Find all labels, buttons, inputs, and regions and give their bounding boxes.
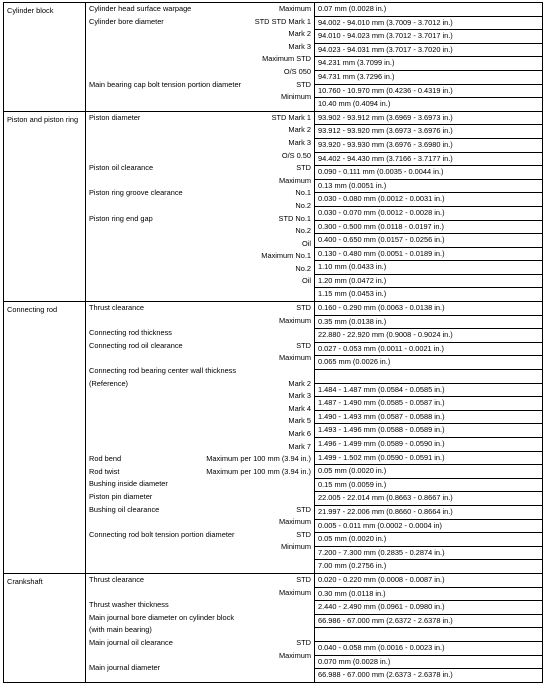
item-condition: Maximum <box>278 650 311 660</box>
spec-value <box>315 139 542 153</box>
spec-value-text: 0.15 mm (0.0059 in.) <box>318 479 387 489</box>
item-line <box>86 504 314 517</box>
item-label: Thrust clearance <box>89 303 145 313</box>
item-line <box>86 315 314 328</box>
spec-value <box>315 547 542 561</box>
item-line <box>86 529 314 542</box>
item-condition: STD STD Mark 1 <box>254 16 311 26</box>
spec-value-text: 22.005 - 22.014 mm (0.8663 - 0.8667 in.) <box>318 493 453 503</box>
item-label: Connecting rod thickness <box>89 328 172 338</box>
spec-value-text: 22.880 - 22.920 mm (0.9008 - 0.9024 in.) <box>318 330 453 340</box>
item-line <box>86 263 314 276</box>
spec-value-text: 0.35 mm (0.0138 in.) <box>318 316 387 326</box>
spec-value-text: 2.440 - 2.490 mm (0.0961 - 0.0980 in.) <box>318 602 445 612</box>
item-label: Main journal diameter <box>89 663 161 673</box>
spec-value-text: 66.988 - 67.000 mm (2.6373 - 2.6378 in.) <box>318 670 453 680</box>
spec-value <box>315 207 542 221</box>
item-condition: Oil <box>301 276 311 286</box>
item-label: Piston oil clearance <box>89 163 154 173</box>
item-label: Piston diameter <box>89 112 141 122</box>
spec-value-text <box>315 629 318 638</box>
spec-value <box>315 153 542 167</box>
section-row <box>4 3 543 112</box>
section-title: Connecting rod <box>4 302 86 574</box>
spec-value <box>315 424 542 438</box>
item-condition: Mark 4 <box>288 403 311 413</box>
spec-value <box>315 615 542 629</box>
section-title: Piston and piston ring <box>4 111 86 301</box>
item-condition: Minimum <box>281 92 311 102</box>
spec-value-text: 7.200 - 7.300 mm (0.2835 - 0.2874 in.) <box>318 547 445 557</box>
spec-value <box>315 112 542 126</box>
item-condition: Maximum <box>278 175 311 185</box>
section-row <box>4 302 543 574</box>
spec-value <box>315 506 542 520</box>
item-condition: Maximum <box>278 4 311 13</box>
item-condition: Maximum No.1 <box>261 251 311 261</box>
spec-value <box>315 71 542 85</box>
spec-value-text: 0.065 mm (0.0026 in.) <box>318 357 391 367</box>
item-label: (Reference) <box>89 378 129 388</box>
spec-value <box>315 452 542 466</box>
item-condition: STD <box>296 79 311 89</box>
item-condition: Maximum <box>278 587 311 597</box>
item-label: Connecting rod bolt tension portion diameter <box>89 529 235 539</box>
item-line <box>86 28 314 41</box>
spec-value <box>315 588 542 602</box>
item-line <box>86 415 314 428</box>
item-label: Bushing oil clearance <box>89 504 160 514</box>
spec-value <box>315 288 542 301</box>
item-label: Main bearing cap bolt tension portion diameter <box>89 79 242 89</box>
item-label: Connecting rod bearing center wall thickness <box>89 366 237 376</box>
item-label: Main journal oil clearance <box>89 637 173 647</box>
spec-value-text: 10.760 - 10.970 mm (0.4236 - 0.4319 in.) <box>318 85 453 95</box>
spec-value-text: 94.023 - 94.031 mm (3.7017 - 3.7020 in.) <box>318 44 453 54</box>
spec-value-text: 93.902 - 93.912 mm (3.6969 - 3.6973 in.) <box>318 112 453 122</box>
spec-value-text: 94.010 - 94.023 mm (3.7012 - 3.7017 in.) <box>318 31 453 41</box>
spec-value <box>315 329 542 343</box>
item-line <box>86 162 314 175</box>
spec-value-text: 0.160 - 0.290 mm (0.0063 - 0.0138 in.) <box>318 303 445 313</box>
item-condition: Mark 2 <box>288 29 311 39</box>
spec-value <box>315 669 542 682</box>
spec-value-text: 0.005 - 0.011 mm (0.0002 - 0.0004 in) <box>318 520 442 530</box>
spec-value <box>315 656 542 670</box>
item-line <box>86 150 314 163</box>
spec-value <box>315 44 542 58</box>
spec-value-text: 0.130 - 0.480 mm (0.0051 - 0.0189 in.) <box>318 248 445 258</box>
item-line <box>86 637 314 650</box>
spec-value-text: 1.10 mm (0.0433 in.) <box>318 262 387 272</box>
item-line <box>86 650 314 663</box>
section-title: Cylinder block <box>4 3 86 112</box>
item-label: (with main bearing) <box>89 625 152 635</box>
spec-value <box>315 438 542 452</box>
item-label: Thrust clearance <box>89 574 145 584</box>
spec-value <box>315 574 542 588</box>
item-line <box>86 378 314 391</box>
spec-value <box>315 98 542 111</box>
item-label: Bushing inside diameter <box>89 479 168 489</box>
spec-value-text: 0.400 - 0.650 mm (0.0157 - 0.0256 in.) <box>318 235 445 245</box>
spec-value-text: 0.070 mm (0.0028 in.) <box>318 656 391 666</box>
spec-value-text: 0.07 mm (0.0028 in.) <box>318 4 387 13</box>
item-condition: STD <box>296 574 311 584</box>
item-label: Main journal bore diameter on cylinder block <box>89 612 235 622</box>
item-condition: Mark 6 <box>288 429 311 438</box>
spec-value-text: 0.027 - 0.053 mm (0.0011 - 0.0021 in.) <box>318 343 444 353</box>
spec-value <box>315 85 542 99</box>
item-column <box>86 302 315 574</box>
spec-value-text: 94.731 mm (3.7296 in.) <box>318 71 395 81</box>
spec-value-text: 0.05 mm (0.0020 in.) <box>318 534 387 544</box>
item-line <box>86 352 314 365</box>
spec-value-text: 93.920 - 93.930 mm (3.6976 - 3.6980 in.) <box>318 139 453 149</box>
item-condition: Mark 5 <box>288 416 311 426</box>
item-condition: STD Mark 1 <box>271 112 311 122</box>
item-condition: Mark 3 <box>288 41 311 51</box>
item-line <box>86 275 314 288</box>
item-label: Rod bend <box>89 454 122 464</box>
item-condition: Maximum per 100 mm (3.94 in.) <box>206 454 311 464</box>
spec-value <box>315 248 542 262</box>
item-line <box>86 250 314 263</box>
item-line <box>86 428 314 441</box>
item-line <box>86 225 314 238</box>
spec-value <box>315 560 542 573</box>
item-condition: Oil <box>301 238 311 248</box>
spec-value-text: 94.002 - 94.010 mm (3.7009 - 3.7012 in.) <box>318 17 453 27</box>
spec-value <box>315 125 542 139</box>
item-line <box>86 587 314 600</box>
item-line <box>86 365 314 378</box>
item-line <box>86 478 314 491</box>
item-line <box>86 213 314 226</box>
item-condition: Maximum STD <box>262 54 311 64</box>
spec-value-text: 1.496 - 1.499 mm (0.0589 - 0.0590 in.) <box>318 439 445 448</box>
spec-value-text: 1.15 mm (0.0453 in.) <box>318 289 387 299</box>
spec-value <box>315 302 542 316</box>
item-condition: Maximum <box>278 353 311 363</box>
spec-value-text: 0.090 - 0.111 mm (0.0035 - 0.0044 in.) <box>318 167 444 177</box>
item-line <box>86 238 314 251</box>
spec-value <box>315 397 542 411</box>
item-line <box>86 516 314 529</box>
spec-value-text: 21.997 - 22.006 mm (0.8660 - 0.8664 in.) <box>318 506 453 516</box>
spec-value <box>315 384 542 398</box>
item-line <box>86 541 314 554</box>
item-condition: Maximum <box>278 517 311 527</box>
item-condition: STD <box>296 163 311 173</box>
item-condition: STD <box>296 637 311 647</box>
item-condition: Mark 3 <box>288 391 311 401</box>
spec-value-text: 0.13 mm (0.0051 in.) <box>318 180 387 190</box>
spec-value-text: 1.499 - 1.502 mm (0.0590 - 0.0591 in.) <box>318 452 445 462</box>
item-condition: Maximum <box>278 315 311 325</box>
item-line <box>86 175 314 188</box>
spec-value <box>315 166 542 180</box>
spec-value-text: 0.300 - 0.500 mm (0.0118 - 0.0197 in.) <box>318 221 444 231</box>
spec-value-text: 0.030 - 0.070 mm (0.0012 - 0.0028 in.) <box>318 207 445 217</box>
item-line <box>86 3 314 16</box>
item-condition: No.2 <box>295 263 311 273</box>
spec-value <box>315 221 542 235</box>
spec-value-text: 1.493 - 1.496 mm (0.0588 - 0.0589 in.) <box>318 425 445 435</box>
value-column <box>315 111 543 301</box>
value-column <box>315 3 543 112</box>
spec-value <box>315 3 542 17</box>
item-line <box>86 41 314 54</box>
section-title: Crankshaft <box>4 573 86 682</box>
item-label: Connecting rod oil clearance <box>89 340 183 350</box>
item-line <box>86 390 314 403</box>
item-line <box>86 599 314 612</box>
spec-value <box>315 356 542 370</box>
item-condition: No.2 <box>295 226 311 236</box>
spec-value-text: 1.484 - 1.487 mm (0.0584 - 0.0585 in.) <box>318 384 445 394</box>
item-line <box>86 403 314 416</box>
spec-value-text: 1.20 mm (0.0472 in.) <box>318 275 387 285</box>
item-line <box>86 574 314 587</box>
item-column <box>86 573 315 682</box>
item-condition: O/S 050 <box>283 66 311 76</box>
spec-value <box>315 533 542 547</box>
spec-value <box>315 411 542 425</box>
spec-value <box>315 180 542 194</box>
item-line <box>86 91 314 104</box>
item-line <box>86 612 314 625</box>
value-column <box>315 302 543 574</box>
item-line <box>86 441 314 454</box>
item-condition: Mark 2 <box>288 125 311 135</box>
spec-value <box>315 370 542 384</box>
item-condition: Mark 7 <box>288 441 311 451</box>
spec-value <box>315 479 542 493</box>
spec-value-text: 0.30 mm (0.0118 in.) <box>318 588 386 598</box>
item-condition: Minimum <box>281 542 311 552</box>
spec-value-text: 0.040 - 0.058 mm (0.0016 - 0.0023 in.) <box>318 642 445 652</box>
item-label: Thrust washer thickness <box>89 600 169 610</box>
item-line <box>86 302 314 315</box>
spec-value <box>315 275 542 289</box>
spec-value <box>315 601 542 615</box>
item-line <box>86 662 314 675</box>
item-line <box>86 453 314 466</box>
item-condition: STD <box>296 504 311 514</box>
item-label: Piston pin diameter <box>89 491 153 501</box>
item-condition: Mark 2 <box>288 378 311 388</box>
spec-value <box>315 261 542 275</box>
spec-value-text: 94.402 - 94.430 mm (3.7166 - 3.7177 in.) <box>318 153 453 163</box>
item-line <box>86 187 314 200</box>
section-row <box>4 111 543 301</box>
spec-value <box>315 343 542 357</box>
item-line <box>86 340 314 353</box>
item-line <box>86 327 314 340</box>
item-condition: STD <box>296 303 311 313</box>
spec-value-text <box>315 371 318 380</box>
item-line <box>86 66 314 79</box>
spec-value <box>315 57 542 71</box>
item-condition: Maximum per 100 mm (3.94 in.) <box>206 466 311 476</box>
item-line <box>86 124 314 137</box>
item-condition: O/S 0.50 <box>281 150 311 160</box>
item-column <box>86 111 315 301</box>
item-label: Piston ring groove clearance <box>89 188 183 198</box>
spec-value <box>315 30 542 44</box>
item-label: Rod twist <box>89 466 120 476</box>
value-column <box>315 573 543 682</box>
spec-table <box>3 2 543 683</box>
section-row <box>4 573 543 682</box>
item-line <box>86 491 314 504</box>
item-line <box>86 624 314 637</box>
spec-value <box>315 316 542 330</box>
spec-value <box>315 492 542 506</box>
item-line <box>86 137 314 150</box>
spec-value-text: 0.020 - 0.220 mm (0.0008 - 0.0087 in.) <box>318 574 445 584</box>
spec-value <box>315 628 542 642</box>
item-condition: STD <box>296 529 311 539</box>
item-label: Cylinder head surface warpage <box>89 4 192 13</box>
item-line <box>86 200 314 213</box>
item-condition: Mark 3 <box>288 137 311 147</box>
spec-value <box>315 17 542 31</box>
item-condition: STD No.1 <box>278 213 311 223</box>
spec-value <box>315 642 542 656</box>
item-line <box>86 16 314 29</box>
spec-value-text: 94.231 mm (3.7099 in.) <box>318 58 395 68</box>
item-column <box>86 3 315 112</box>
item-line <box>86 79 314 92</box>
spec-value-text: 93.912 - 93.920 mm (3.6973 - 3.6976 in.) <box>318 126 453 136</box>
item-condition: No.2 <box>295 200 311 210</box>
item-line <box>86 53 314 66</box>
spec-value <box>315 465 542 479</box>
spec-value-text: 10.40 mm (0.4094 in.) <box>318 99 391 109</box>
item-label: Piston ring end gap <box>89 213 153 223</box>
spec-value <box>315 234 542 248</box>
item-condition: No.1 <box>295 188 311 198</box>
spec-value-text: 0.05 mm (0.0020 in.) <box>318 466 387 476</box>
spec-value-text: 7.00 mm (0.2756 in.) <box>318 561 387 571</box>
item-line <box>86 112 314 125</box>
item-condition: STD <box>296 340 311 350</box>
item-line <box>86 466 314 479</box>
spec-value-text: 1.487 - 1.490 mm (0.0585 - 0.0587 in.) <box>318 398 445 408</box>
spec-value-text: 66.986 - 67.000 mm (2.6372 - 2.6378 in.) <box>318 615 453 625</box>
item-label: Cylinder bore diameter <box>89 16 164 26</box>
spec-value-text: 0.030 - 0.080 mm (0.0012 - 0.0031 in.) <box>318 194 445 204</box>
spec-value-text: 1.490 - 1.493 mm (0.0587 - 0.0588 in.) <box>318 411 445 421</box>
spec-value <box>315 520 542 534</box>
spec-value <box>315 193 542 207</box>
